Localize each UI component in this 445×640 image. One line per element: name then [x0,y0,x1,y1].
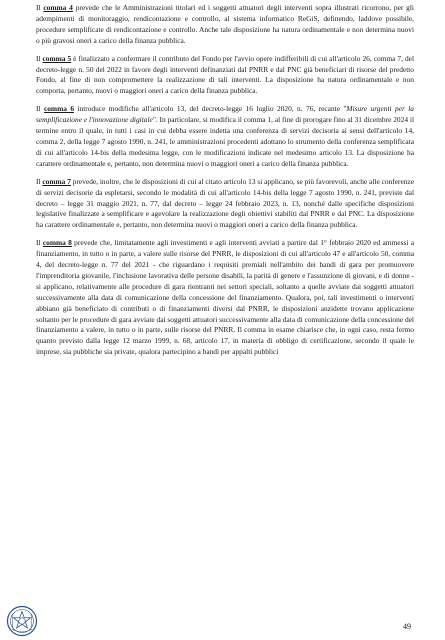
paragraph-text: è finalizzato a confermare il contributo del Fondo per l'avvio opere indifferibili di cui all'articolo 26, comma 7, del decreto-legge n. 50 del 2022 in favore degli interventi definanziati dal PNRR e dal PNC già beneficiari di risorse del predetto Fondo, al fine di non compromettere la realizzazione di tali interventi. La disposizione ha natura ordinamentale e non comporta, pertanto, nuovi o maggiori oneri a carico della finanza pubblica. [36,53,414,96]
comma-5-heading: comma 5 [42,53,72,63]
paragraph-comma-6 [36,104,414,169]
paragraph-comma-7 [36,177,414,232]
paragraph-text: ". In particolare, si modifica il comma 1, al fine di prorogare fino al 31 dicembre 2024 il termine entro il quale, in tutti i casi in cui debba essere indetta una conferenza di servizi decisoria ai sensi dell'articolo 14, comma 2, della legge 7 agosto 1990, n. 241, le amministrazioni procedenti adottano lo strumento della conferenza semplificata di cui all'articolo 14-bis della medesima legge, con le modificazioni indicate nel medesimo articolo 13. La disposizione ha carattere ordinamentale e, pertanto, non determina nuovi o maggiori oneri a carico della finanza pubblica. [36,115,414,168]
comma-8-heading: comma 8 [42,238,72,248]
paragraph-prefix: Il [36,238,43,248]
comma-7-heading: comma 7 [42,176,71,186]
page-number: 49 [403,622,411,631]
paragraph-prefix: Il [36,3,44,12]
paragraph-prefix: Il [36,53,43,63]
comma-6-heading: comma 6 [43,104,75,114]
paragraph-comma-4 [36,3,414,47]
paragraph-text: introduce modifiche all'articolo 13, del decreto-legge 16 luglio 2020, n. 76, recante " [74,104,347,114]
paragraph-text: prevede, inoltre, che le disposizioni di cui al citato articolo 13 si applicano, se più favorevoli, anche alle conferenze di servizi decisorie da espletarsi, secondo le modalità di cui all'articolo 14-bis della legge 7 agosto 1990, n. 241, previste dal decreto – legge 31 maggio 2021, n. 77, dal decreto – legge 24 febbraio 2023, n. 13, nonché dalle specifiche disposizioni legislative finalizzate a semplificare e agevolare la realizzazione degli obiettivi stabiliti dal PNRR e dal PNC. La disposizione ha carattere ordinamentale e, pertanto, non determina nuovi o maggiori oneri a carico della finanza pubblica. [36,176,414,230]
comma-4-heading: comma 4 [43,3,73,12]
paragraph-comma-8 [36,238,414,358]
paragraph-comma-5 [36,54,414,98]
paragraph-text: prevede che, limitatamente agli investimenti e agli interventi avviati a partire dal 1° febbraio 2020 ed ammessi a finanziamento, in tutto o in parte, a valere sulle risorse del PNRR, le disposizioni di cui all'articolo 47 e all'articolo 50, comma 4, del decreto-legge n. 77 del 2021 - che riguardano i requisiti premiali nell'ambito dei bandi di gara per promuovere l'imprenditoria giovanile, l'inclusione lavorativa delle persone disabili, la parità di genere e l'assunzione di giovani, e di donne - si applicano, relativamente alle procedure di gara rientranti nei settori speciali, soltanto a quelle avviate dai soggetti attuatori successivamente alla data di comunicazione della concessione del finanziamento. Qualora, poi, tali investimenti o interventi abbiano già beneficiato di contributi o di finanziamenti diversi dal PNRR, le disposizioni anzidette trovano applicazione soltanto per le procedure di gara avviate dai soggetti attuatori successivamente alla data di comunicazione della concessione del finanziamento a valere, in tutto o in parte, sulle risorse del PNRR. Il comma in esame chiarisce che, in ogni caso, resta fermo quanto previsto dalla legge 12 marzo 1999, n. 68, articolo 17, in materia di obbligo di certificazione, secondo il quale le imprese, sia pubbliche sia private, qualora partecipino a bandi per appalti pubblici [36,238,414,357]
paragraph-prefix: Il [36,176,43,186]
paragraph-prefix: Il [36,104,44,114]
decree-title: Misure urgenti per la semplificazione e l'innovazione digitale [36,104,414,125]
republic-seal-icon [6,605,38,637]
document-body [36,3,414,365]
paragraph-text: prevede che le Amministrazioni titolari ed i soggetti attuatori degli interventi sopra illustrati ricorrono, per gli adempimenti di monitoraggio, rendicontazione e controllo, al sistema informatico ReGiS, definendo, laddove possibile, procedure semplificate di rendicontazione e controllo. Anche tale disposizione ha natura ordinamentale e non determina nuovi o più gravosi oneri a carico della finanza pubblica. [36,3,414,45]
